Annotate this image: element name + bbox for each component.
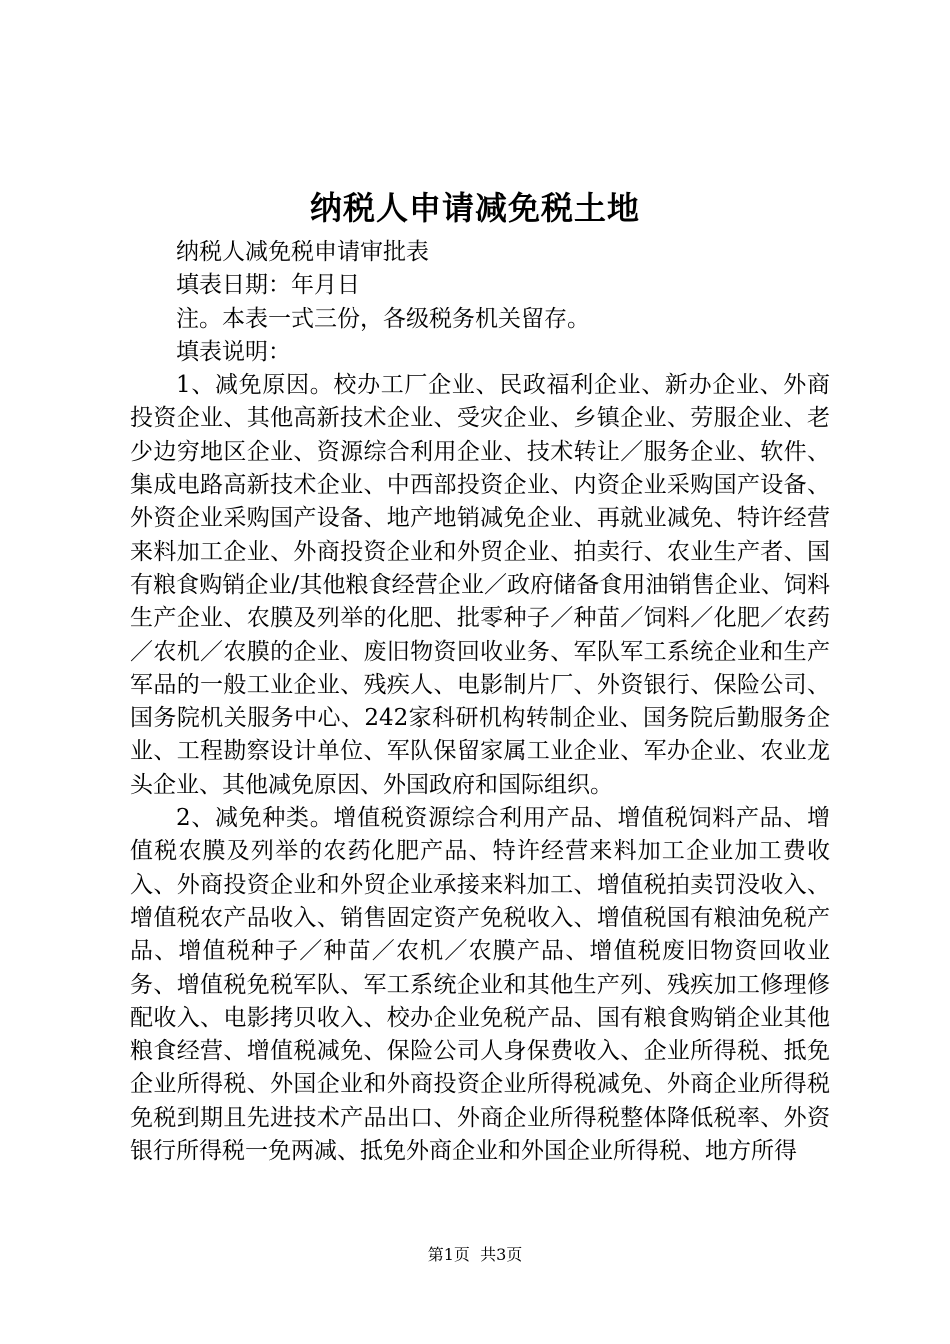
document-title: 纳税人申请减免税土地	[309, 189, 640, 227]
paragraph-reduction-types: 2、减免种类。增值税资源综合利用产品、增值税饲料产品、增值税农膜及列举的农药化肥产品、特许经营来料加工企业加工费收入、外商投资企业和外贸企业承接来料加工、增值税拍卖罚没收入、增值税农产品收入、销售固定资产免税收入、增值税国有粮油免税产品、增值税种子／种苗／农机／农膜产品、增值税废旧物资回收业务、增值税免税军队、军工系统企业和其他生产列、残疾加工修理修配收入、电影拷贝收入、校办企业免税产品、国有粮食购销企业其他粮食经营、增值税减免、保险公司人身保费收入、企业所得税、抵免企业所得税、外国企业和外商投资企业所得税减免、外商企业所得税免税到期且先进技术产品出口、外商企业所得税整体降低税率、外资银行所得税一免两减、抵免外商企业和外国企业所得税、地方所得	[130, 805, 830, 1165]
document-body	[130, 236, 830, 1168]
paragraph-reduction-reasons: 1、减免原因。校办工厂企业、民政福利企业、新办企业、外商投资企业、其他高新技术企业、受灾企业、乡镇企业、劳服企业、老少边穷地区企业、资源综合利用企业、技术转让／服务企业、软件、集成电路高新技术企业、中西部投资企业、内资企业采购国产设备、外资企业采购国产设备、地产地销减免企业、再就业减免、特许经营来料加工企业、外商投资企业和外贸企业、拍卖行、农业生产者、国有粮食购销企业/其他粮食经营企业／政府储备食用油销售企业、饲料生产企业、农膜及列举的化肥、批零种子／种苗／饲料／化肥／农药／农机／农膜的企业、废旧物资回收业务、军队军工系统企业和生产军品的一般工业企业、残疾人、电影制片厂、外资银行、保险公司、国务院机关服务中心、242家科研机构转制企业、国务院后勤服务企业、工程勘察设计单位、军队保留家属工业企业、军办企业、农业龙头企业、其他减免原因、外国政府和国际组织。	[130, 372, 830, 798]
page-total: 共3页	[480, 1245, 523, 1264]
paragraph-fill-date: 填表日期：年月日	[176, 272, 360, 299]
page-footer	[0, 1244, 950, 1266]
paragraph-form-name: 纳税人减免税申请审批表	[176, 239, 429, 265]
paragraph-instructions-heading: 填表说明：	[176, 338, 291, 365]
page-number: 第1页	[427, 1245, 470, 1264]
paragraph-note: 注。本表一式三份，各级税务机关留存。	[176, 305, 590, 332]
